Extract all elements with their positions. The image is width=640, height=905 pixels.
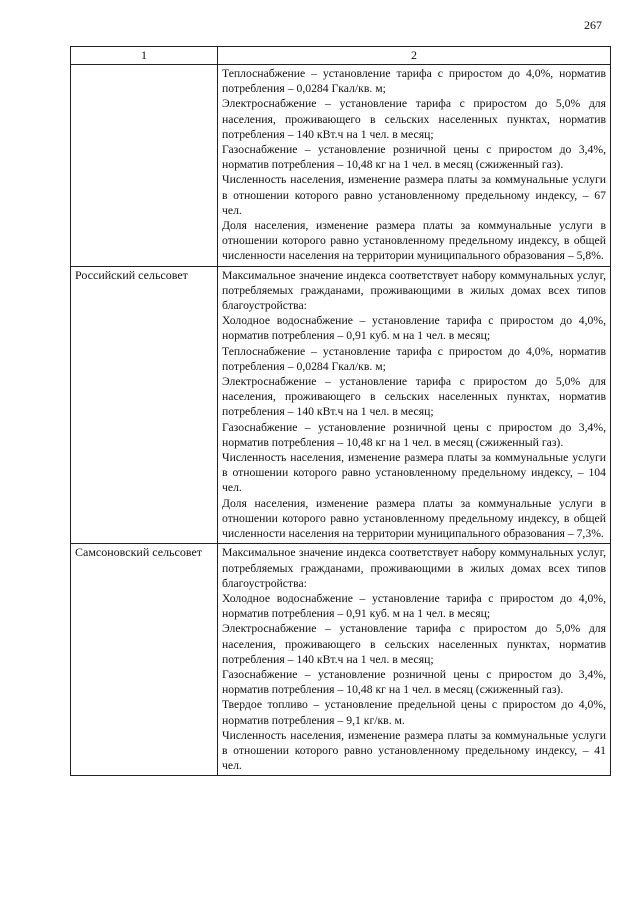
- paragraph: Электроснабжение – установление тарифа с приростом до 5,0% для населения, проживающего в сельских населенных пунктах, норматив потребления – 140 кВт.ч на 1 чел. в месяц;: [222, 622, 606, 666]
- column-header-2: 2: [218, 47, 611, 65]
- paragraph: Твердое топливо – установление предельной цены с приростом до 4,0%, норматив потребления – 9,1 кг/кв. м.: [222, 698, 606, 727]
- municipality-name: Российский сельсовет: [71, 266, 218, 544]
- table-row: [71, 544, 611, 776]
- document-table: [70, 46, 611, 776]
- paragraph: Численность населения, изменение размера платы за коммунальные услуги в отношении которого равно установленному предельному индексу, – 41 чел.: [222, 728, 606, 773]
- paragraph: Холодное водоснабжение – установление тарифа с приростом до 4,0%, норматив потребления – 0,91 куб. м на 1 чел. в месяц;: [222, 591, 606, 621]
- municipality-name: Самсоновский сельсовет: [71, 544, 218, 776]
- table-row: [71, 65, 611, 267]
- paragraph: Теплоснабжение – установление тарифа с приростом до 4,0%, норматив потребления – 0,0284 Гкал/кв. м;: [222, 67, 606, 96]
- paragraph: Численность населения, изменение размера платы за коммунальные услуги в отношении которого равно установленному предельному индексу, – 67 чел.: [222, 173, 606, 217]
- column-header-1: 1: [71, 47, 218, 65]
- paragraph: Электроснабжение – установление тарифа с приростом до 5,0% для населения, проживающего в сельских населенных пунктах, норматив потребления – 140 кВт.ч на 1 чел. в месяц;: [222, 375, 606, 419]
- paragraph: Численность населения, изменение размера платы за коммунальные услуги в отношении которого равно установленному предельному индексу, – 104 чел.: [222, 451, 606, 495]
- paragraph: Максимальное значение индекса соответствует набору коммунальных услуг, потребляемых гражданами, проживающими в жилых домах всех типов благоустройства:: [222, 546, 606, 590]
- paragraph: Холодное водоснабжение – установление тарифа с приростом до 4,0%, норматив потребления – 0,91 куб. м на 1 чел. в месяц;: [222, 314, 606, 343]
- paragraph: Доля населения, изменение размера платы за коммунальные услуги в отношении которого равно установленному предельному индексу, в общей численности населения на территории муниципального образования – 5,8%.: [222, 219, 606, 263]
- row-description: [218, 65, 611, 267]
- page-number: 267: [584, 18, 602, 32]
- paragraph: Теплоснабжение – установление тарифа с приростом до 4,0%, норматив потребления – 0,0284 Гкал/кв. м;: [222, 344, 606, 373]
- paragraph: Максимальное значение индекса соответствует набору коммунальных услуг, потребляемых гражданами, проживающими в жилых домах всех типов благоустройства:: [222, 268, 606, 313]
- row-description: [218, 266, 611, 544]
- paragraph: Газоснабжение – установление розничной цены с приростом до 3,4%, норматив потребления – 10,48 кг на 1 чел. в месяц (сжиженный газ).: [222, 667, 606, 697]
- table-row: [71, 266, 611, 544]
- municipality-name: [71, 65, 218, 267]
- paragraph: Электроснабжение – установление тарифа с приростом до 5,0% для населения, проживающего в сельских населенных пунктах, норматив потребления – 140 кВт.ч на 1 чел. в месяц;: [222, 97, 606, 141]
- paragraph: Доля населения, изменение размера платы за коммунальные услуги в отношении которого равно установленному предельному индексу, в общей численности населения на территории муниципального образования – 7,3%.: [222, 496, 606, 541]
- table-header-row: [71, 47, 611, 65]
- paragraph: Газоснабжение – установление розничной цены с приростом до 3,4%, норматив потребления – 10,48 кг на 1 чел. в месяц (сжиженный газ).: [222, 143, 606, 172]
- row-description: [218, 544, 611, 776]
- paragraph: Газоснабжение – установление розничной цены с приростом до 3,4%, норматив потребления – 10,48 кг на 1 чел. в месяц (сжиженный газ).: [222, 420, 606, 449]
